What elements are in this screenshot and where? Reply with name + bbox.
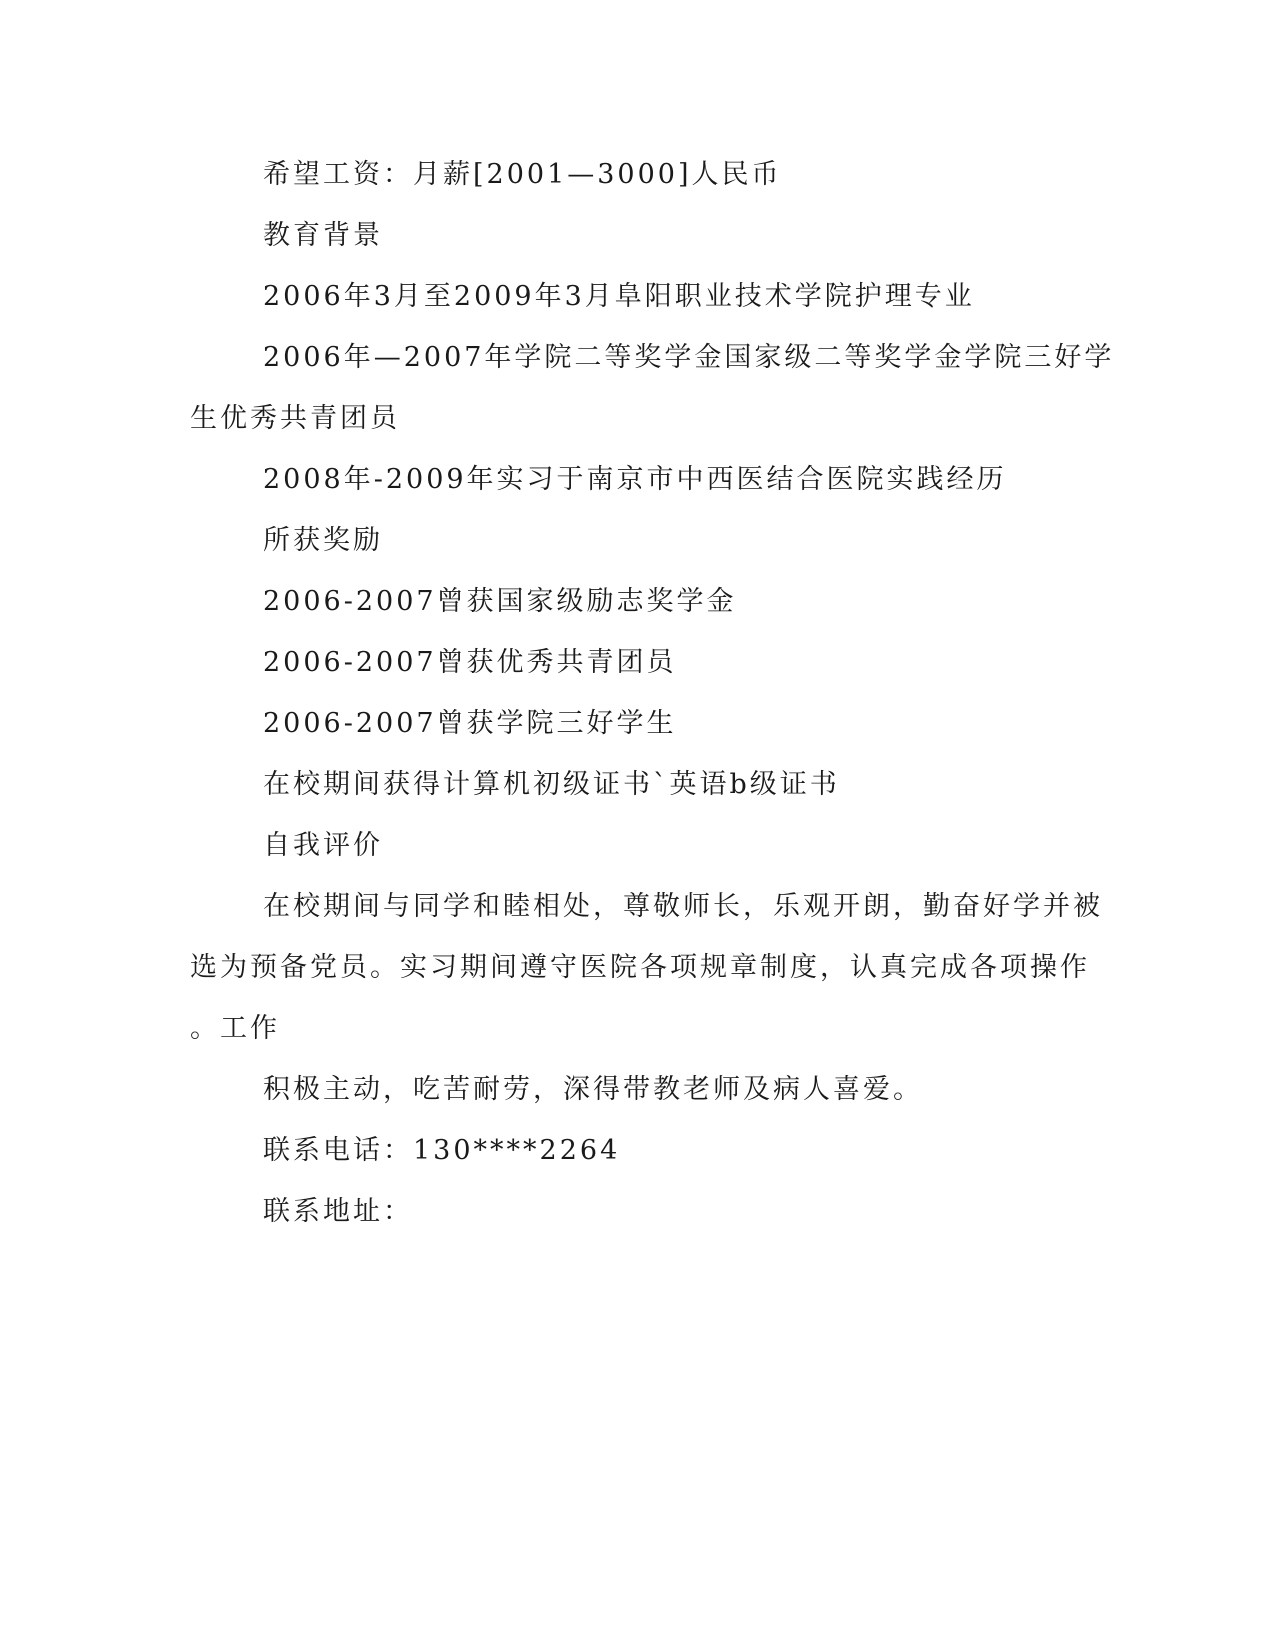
contact-address-line: 联系地址： — [263, 1196, 413, 1227]
education-entry: 2006年3月至2009年3月阜阳职业技术学院护理专业 — [263, 281, 975, 312]
scholarship-line-2: 生优秀共青团员 — [190, 403, 400, 434]
self-evaluation-paragraph — [190, 891, 1103, 1044]
internship-line: 2008年-2009年实习于南京市中西医结合医院实践经历 — [263, 464, 1007, 495]
education-heading: 教育背景 — [263, 220, 383, 251]
award-item: 2006-2007曾获优秀共青团员 — [263, 647, 677, 678]
certificates-line: 在校期间获得计算机初级证书`英语b级证书 — [263, 769, 840, 800]
award-item: 2006-2007曾获国家级励志奖学金 — [263, 586, 737, 617]
self-evaluation-line-1: 在校期间与同学和睦相处，尊敬师长，乐观开朗，勤奋好学并被 — [263, 891, 1103, 922]
expected-salary-line: 希望工资：月薪[2001—3000]人民币 — [263, 159, 782, 190]
self-evaluation-line-2: 选为预备党员。实习期间遵守医院各项规章制度，认真完成各项操作 — [190, 952, 1090, 983]
scholarship-line-1: 2006年—2007年学院二等奖学金国家级二等奖学金学院三好学 — [263, 342, 1115, 373]
self-evaluation-line-3: 。工作 — [190, 1013, 280, 1044]
awards-heading: 所获奖励 — [263, 525, 383, 556]
self-evaluation-heading: 自我评价 — [263, 830, 383, 861]
award-item: 2006-2007曾获学院三好学生 — [263, 708, 677, 739]
contact-phone-line: 联系电话：130****2264 — [263, 1135, 621, 1166]
scholarship-paragraph — [190, 342, 1115, 434]
work-attitude-line: 积极主动，吃苦耐劳，深得带教老师及病人喜爱。 — [263, 1074, 923, 1105]
document-body — [190, 159, 1115, 1258]
